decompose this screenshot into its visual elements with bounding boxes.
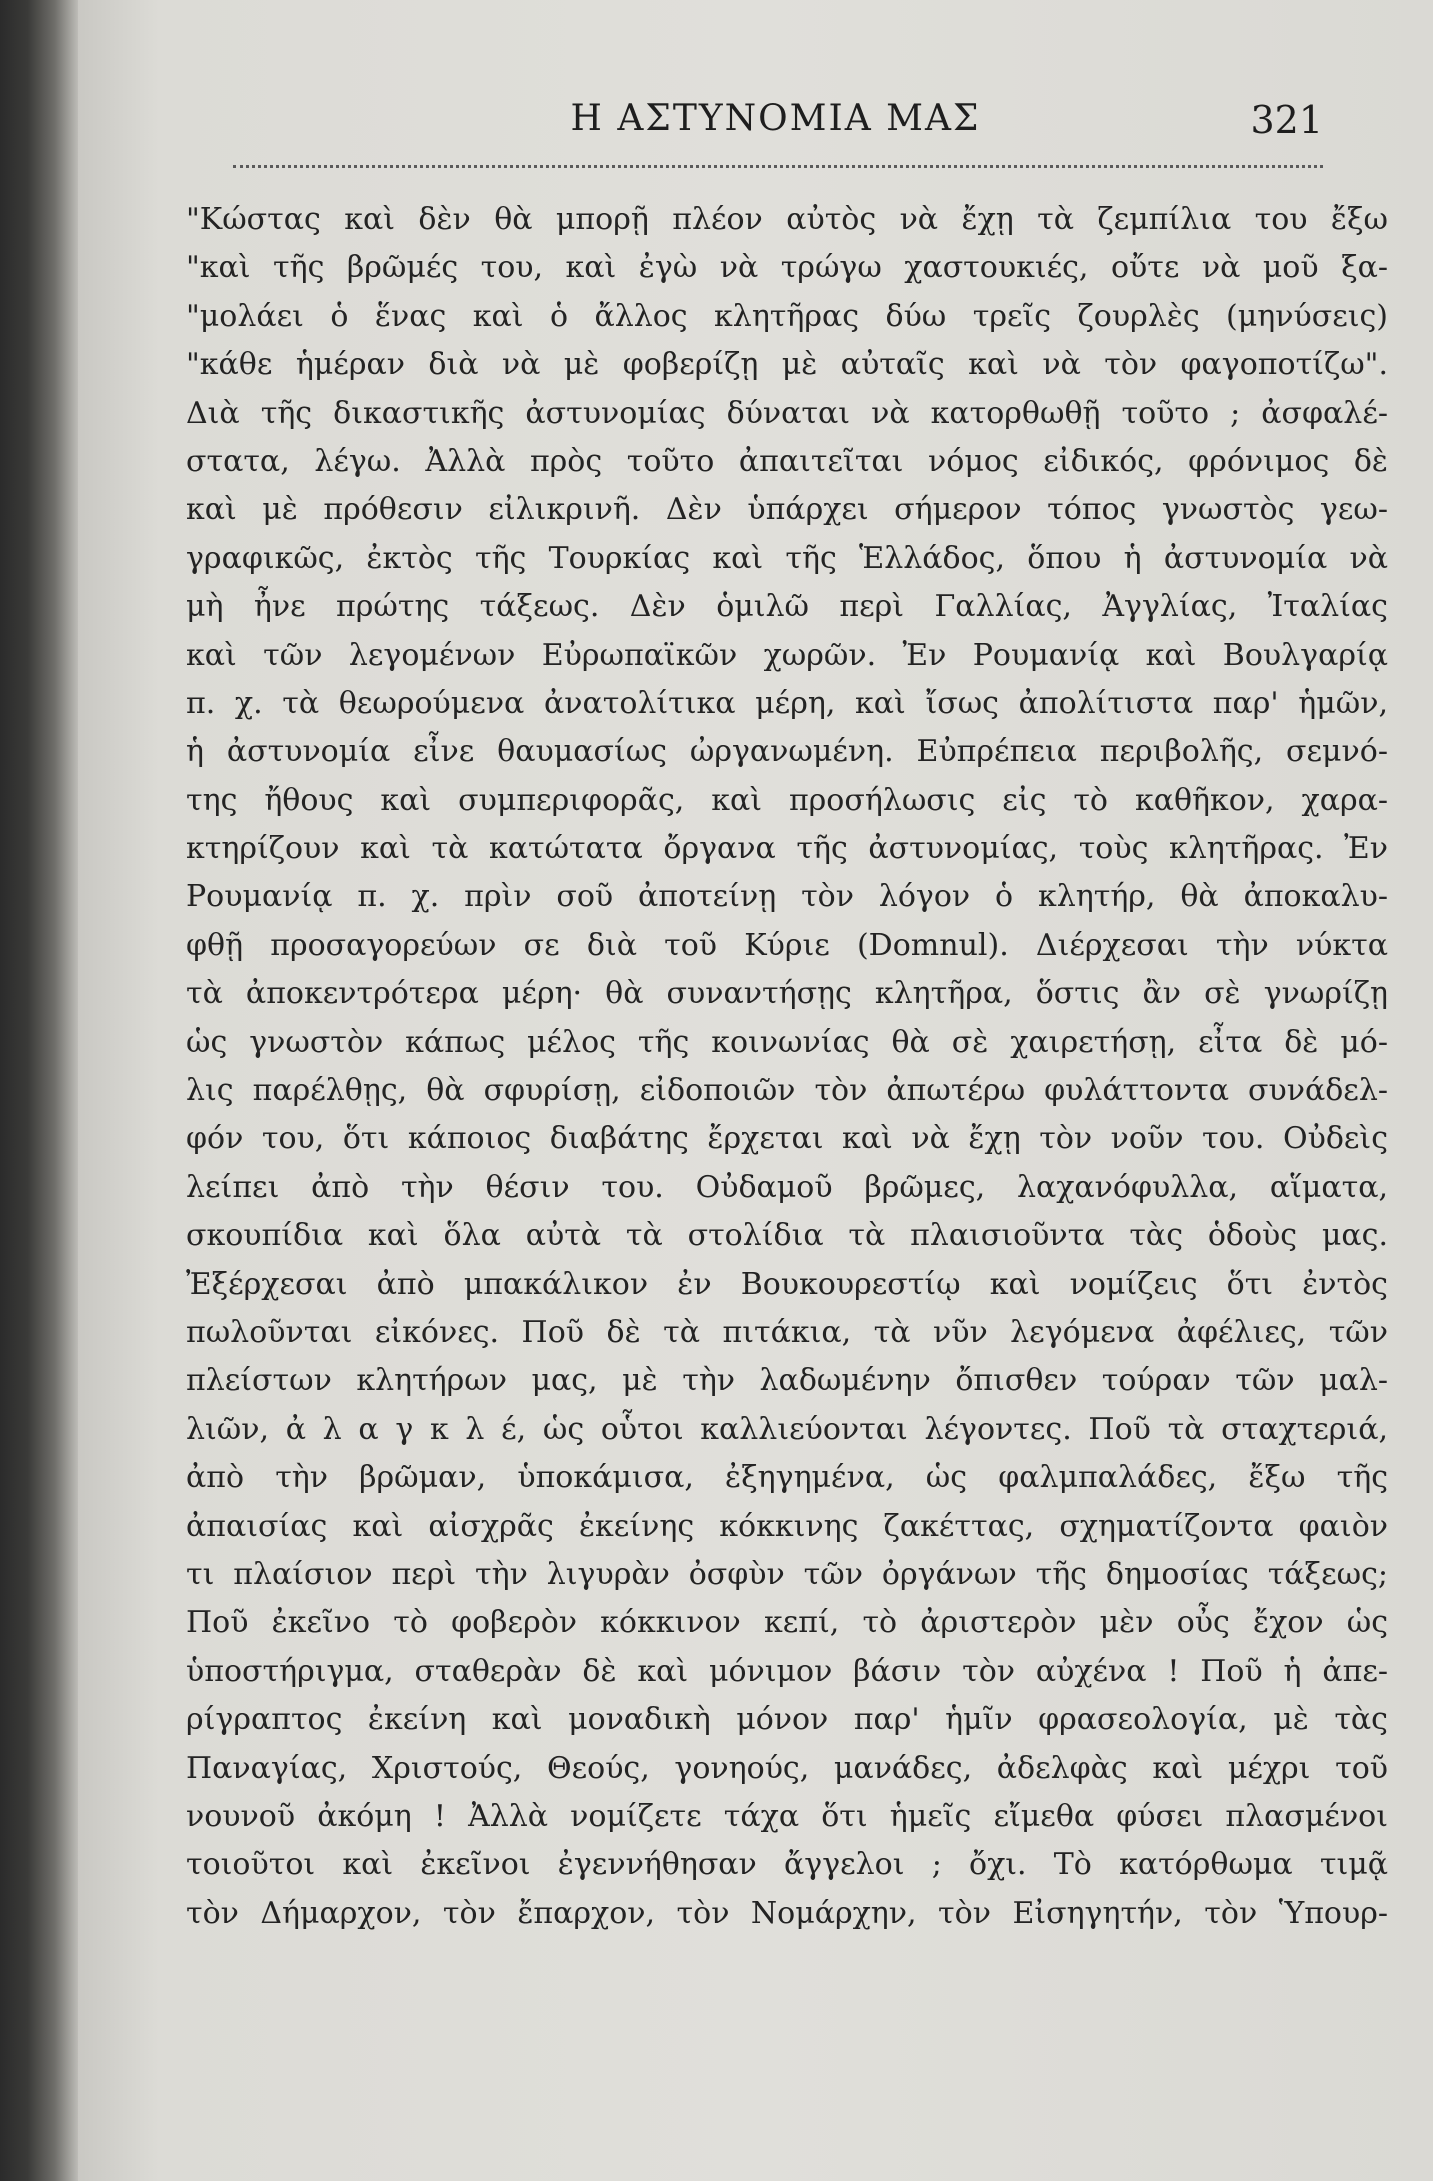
text-line: Ρουμανίᾳ π. χ. πρὶν σοῦ ἀποτείνῃ τὸν λόγον ὁ κλητήρ, θὰ ἀποκαλυ- xyxy=(186,879,1388,915)
text-line: λις παρέλθῃς, θὰ σφυρίσῃ, εἰδοποιῶν τὸν ἀπωτέρω φυλάττοντα συνάδελ- xyxy=(186,1073,1388,1109)
text-line: "Κώστας καὶ δὲν θὰ μπορῇ πλέον αὐτὸς νὰ ἔχῃ τὰ ζεμπίλια του ἔξω xyxy=(186,202,1388,237)
text-line: λείπει ἀπὸ τὴν θέσιν του. Οὐδαμοῦ βρῶμες, λαχανόφυλλα, αἵματα, xyxy=(186,1169,1388,1205)
text-line: της ἤθους καὶ συμπεριφορᾶς, καὶ προσήλωσις εἰς τὸ καθῆκον, χαρα- xyxy=(186,782,1388,818)
text-line: πωλοῦνται εἰκόνες. Ποῦ δὲ τὰ πιτάκια, τὰ νῦν λεγόμενα ἀφέλιες, τῶν xyxy=(186,1314,1388,1350)
text-line: τὰ ἀποκεντρότερα μέρη· θὰ συναντήσῃς κλητῆρα, ὅστις ἂν σὲ γνωρίζῃ xyxy=(186,976,1388,1012)
text-line: φόν του, ὅτι κάποιος διαβάτης ἔρχεται καὶ νὰ ἔχῃ τὸν νοῦν του. Οὐδεὶς xyxy=(186,1121,1388,1157)
text-line: ὡς γνωστὸν κάπως μέλος τῆς κοινωνίας θὰ σὲ χαιρετήσῃ, εἶτα δὲ μό- xyxy=(186,1024,1388,1060)
text-line: πλείστων κλητήρων μας, μὲ τὴν λαδωμένην ὄπισθεν τούραν τῶν μαλ- xyxy=(186,1363,1388,1399)
text-line: νουνοῦ ἀκόμη ! Ἀλλὰ νομίζετε τάχα ὅτι ἡμεῖς εἴμεθα φύσει πλασμένοι xyxy=(186,1798,1388,1834)
text-line: καὶ τῶν λεγομένων Εὐρωπαϊκῶν χωρῶν. Ἐν Ρουμανίᾳ καὶ Βουλγαρίᾳ xyxy=(186,637,1388,673)
body-text xyxy=(186,196,1388,1938)
running-head xyxy=(228,98,1323,158)
text-line: ἡ ἀστυνομία εἶνε θαυμασίως ὠργανωμένη. Εὐπρέπεια περιβολῆς, σεμνό- xyxy=(186,734,1388,770)
page-number: 321 xyxy=(1250,98,1323,142)
text-line: κτηρίζουν καὶ τὰ κατώτατα ὄργανα τῆς ἀστυνομίας, τοὺς κλητῆρας. Ἐν xyxy=(186,831,1388,867)
text-line: ἀπαισίας καὶ αἰσχρᾶς ἐκείνης κόκκινης ζακέττας, σχηματίζοντα φαιὸν xyxy=(186,1508,1388,1544)
text-line: σκουπίδια καὶ ὅλα αὐτὰ τὰ στολίδια τὰ πλαισιοῦντα τὰς ὁδοὺς μας. xyxy=(186,1218,1388,1254)
text-line: ρίγραπτος ἐκείνη καὶ μοναδικὴ μόνον παρ' ἡμῖν φρασεολογία, μὲ τὰς xyxy=(186,1702,1388,1738)
text-line: Διὰ τῆς δικαστικῆς ἀστυνομίας δύναται νὰ κατορθωθῇ τοῦτο ; ἀσφαλέ- xyxy=(186,395,1388,431)
text-line: "καὶ τῆς βρῶμές του, καὶ ἐγὼ νὰ τρώγω χαστουκιές, οὔτε νὰ μοῦ ξα- xyxy=(186,250,1388,286)
text-line: στατα, λέγω. Ἀλλὰ πρὸς τοῦτο ἀπαιτεῖται νόμος εἰδικός, φρόνιμος δὲ xyxy=(186,443,1388,479)
text-line: ἀπὸ τὴν βρῶμαν, ὑποκάμισα, ἐξηγημένα, ὡς φαλμπαλάδες, ἔξω τῆς xyxy=(186,1460,1388,1496)
header-rule xyxy=(233,165,1323,168)
text-line: γραφικῶς, ἐκτὸς τῆς Τουρκίας καὶ τῆς Ἑλλάδος, ὅπου ἡ ἀστυνομία νὰ xyxy=(186,540,1388,576)
text-line: Ἐξέρχεσαι ἀπὸ μπακάλικον ἐν Βουκουρεστίῳ καὶ νομίζεις ὅτι ἐντὸς xyxy=(186,1266,1388,1302)
running-title: Η ΑΣΤΥΝΟΜΙΑ ΜΑΣ xyxy=(570,98,981,139)
text-line: "κάθε ἡμέραν διὰ νὰ μὲ φοβερίζῃ μὲ αὐταῖς καὶ νὰ τὸν φαγοποτίζω". xyxy=(186,347,1388,383)
text-line: τοιοῦτοι καὶ ἐκεῖνοι ἐγεννήθησαν ἄγγελοι ; ὄχι. Τὸ κατόρθωμα τιμᾷ xyxy=(186,1847,1388,1883)
scan-binding-edge xyxy=(0,0,78,2181)
text-line: Παναγίας, Χριστούς, Θεούς, γονηούς, μανάδες, ἀδελφὰς καὶ μέχρι τοῦ xyxy=(186,1750,1388,1786)
text-line: καὶ μὲ πρόθεσιν εἰλικρινῆ. Δὲν ὑπάρχει σήμερον τόπος γνωστὸς γεω- xyxy=(186,492,1388,528)
text-line: λιῶν, ἀ λ α γ κ λ έ, ὡς οὗτοι καλλιεύονται λέγοντες. Ποῦ τὰ σταχτεριά, xyxy=(186,1411,1388,1447)
text-line: φθῇ προσαγορεύων σε διὰ τοῦ Κύριε (Domnul). Διέρχεσαι τὴν νύκτα xyxy=(186,927,1388,963)
text-line: Ποῦ ἐκεῖνο τὸ φοβερὸν κόκκινον κεπί, τὸ ἀριστερὸν μὲν οὖς ἔχον ὡς xyxy=(186,1605,1388,1641)
text-line: τὸν Δήμαρχον, τὸν ἔπαρχον, τὸν Νομάρχην, τὸν Εἰσηγητήν, τὸν Ὑπουρ- xyxy=(186,1895,1388,1931)
text-line: τι πλαίσιον περὶ τὴν λιγυρὰν ὀσφὺν τῶν ὀργάνων τῆς δημοσίας τάξεως; xyxy=(186,1556,1388,1592)
text-line: μὴ ἦνε πρώτης τάξεως. Δὲν ὁμιλῶ περὶ Γαλλίας, Ἀγγλίας, Ἰταλίας xyxy=(186,589,1388,625)
book-page xyxy=(78,0,1433,2181)
text-line: "μολάει ὁ ἕνας καὶ ὁ ἄλλος κλητῆρας δύω τρεῖς ζουρλὲς (μηνύσεις) xyxy=(186,298,1388,334)
text-line: π. χ. τὰ θεωρούμενα ἀνατολίτικα μέρη, καὶ ἴσως ἀπολίτιστα παρ' ἡμῶν, xyxy=(186,685,1388,721)
text-line: ὑποστήριγμα, σταθερὰν δὲ καὶ μόνιμον βάσιν τὸν αὐχένα ! Ποῦ ἡ ἀπε- xyxy=(186,1653,1388,1689)
